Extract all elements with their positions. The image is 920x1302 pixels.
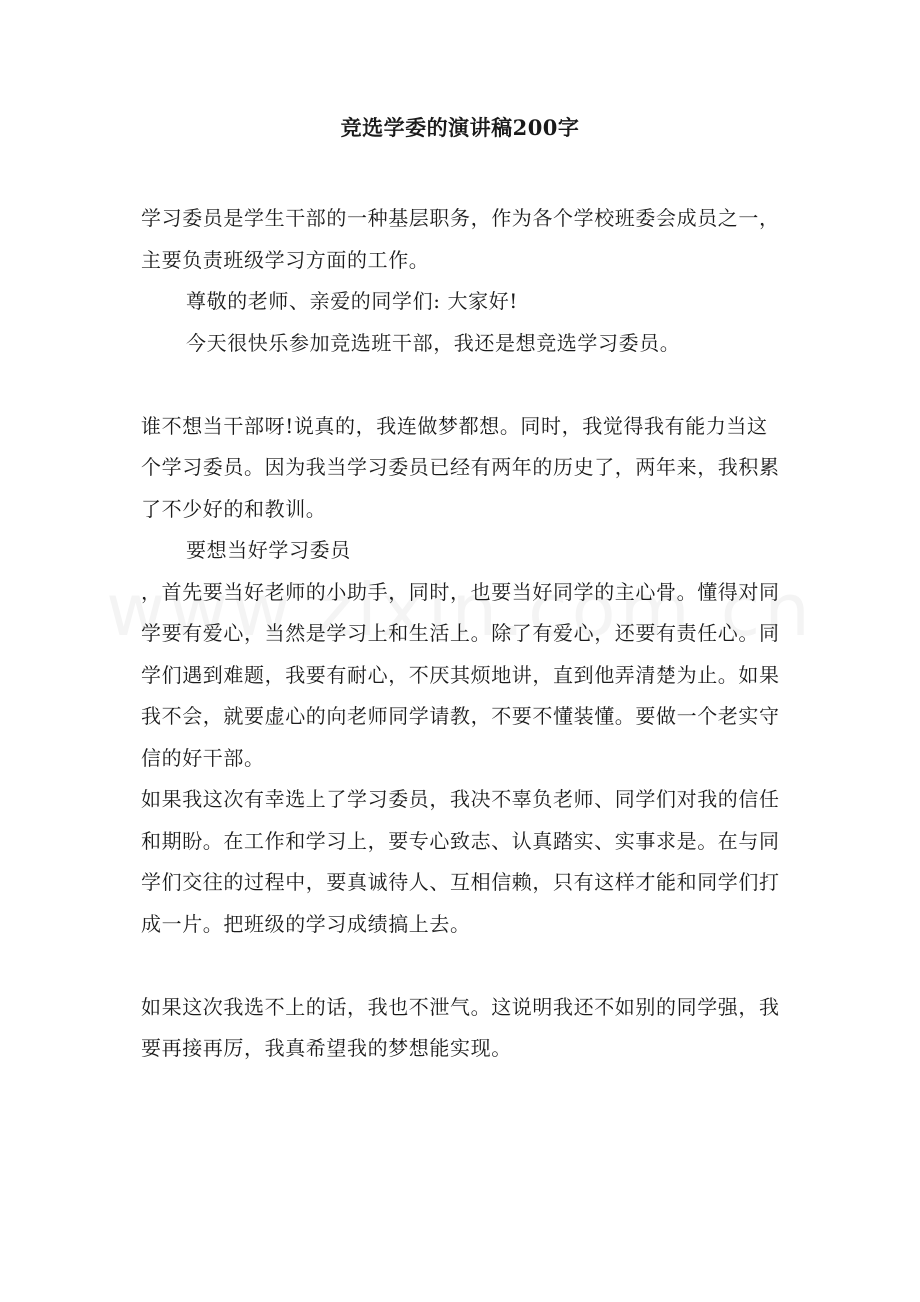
paragraph-closing: 如果这次我选不上的话，我也不泄气。这说明我还不如别的同学强，我要再接再厉，我真希望我的梦想能实现。: [141, 994, 780, 1060]
paragraph-duties: ，首先要当好老师的小助手，同时，也要当好同学的主心骨。懂得对同学要有爱心，当然是学习上和生活上。除了有爱心，还要有责任心。同学们遇到难题，我要有耐心，不厌其烦地讲，直到他弄清楚为止。如果我不会，就要虚心的向老师同学请教，不要不懂装懂。要做一个老实守信的好干部。: [141, 579, 780, 770]
paragraph-greeting: 尊敬的老师、亲爱的同学们: 大家好!: [186, 289, 518, 313]
paragraph-motivation: 谁不想当干部呀!说真的，我连做梦都想。同时，我觉得我有能力当这个学习委员。因为我当学习委员已经有两年的历史了，两年来，我积累了不少好的和教训。: [141, 413, 780, 521]
paragraph-heading-line: 要想当好学习委员: [186, 538, 351, 562]
paragraph-intro: 学习委员是学生干部的一种基层职务，作为各个学校班委会成员之一，主要负责班级学习方面的工作。: [141, 206, 780, 272]
document-body: [141, 198, 781, 1070]
paragraph-promise: 如果我这次有幸选上了学习委员，我决不辜负老师、同学们对我的信任和期盼。在工作和学习上，要专心致志、认真踏实、实事求是。在与同学们交往的过程中，要真诚待人、互相信赖，只有这样才能和同学们打成一片。把班级的学习成绩搞上去。: [141, 787, 780, 936]
paragraph-announcement: 今天很快乐参加竞选班干部，我还是想竞选学习委员。: [186, 330, 681, 355]
document-title: 竞选学委的演讲稿200字: [340, 115, 580, 140]
